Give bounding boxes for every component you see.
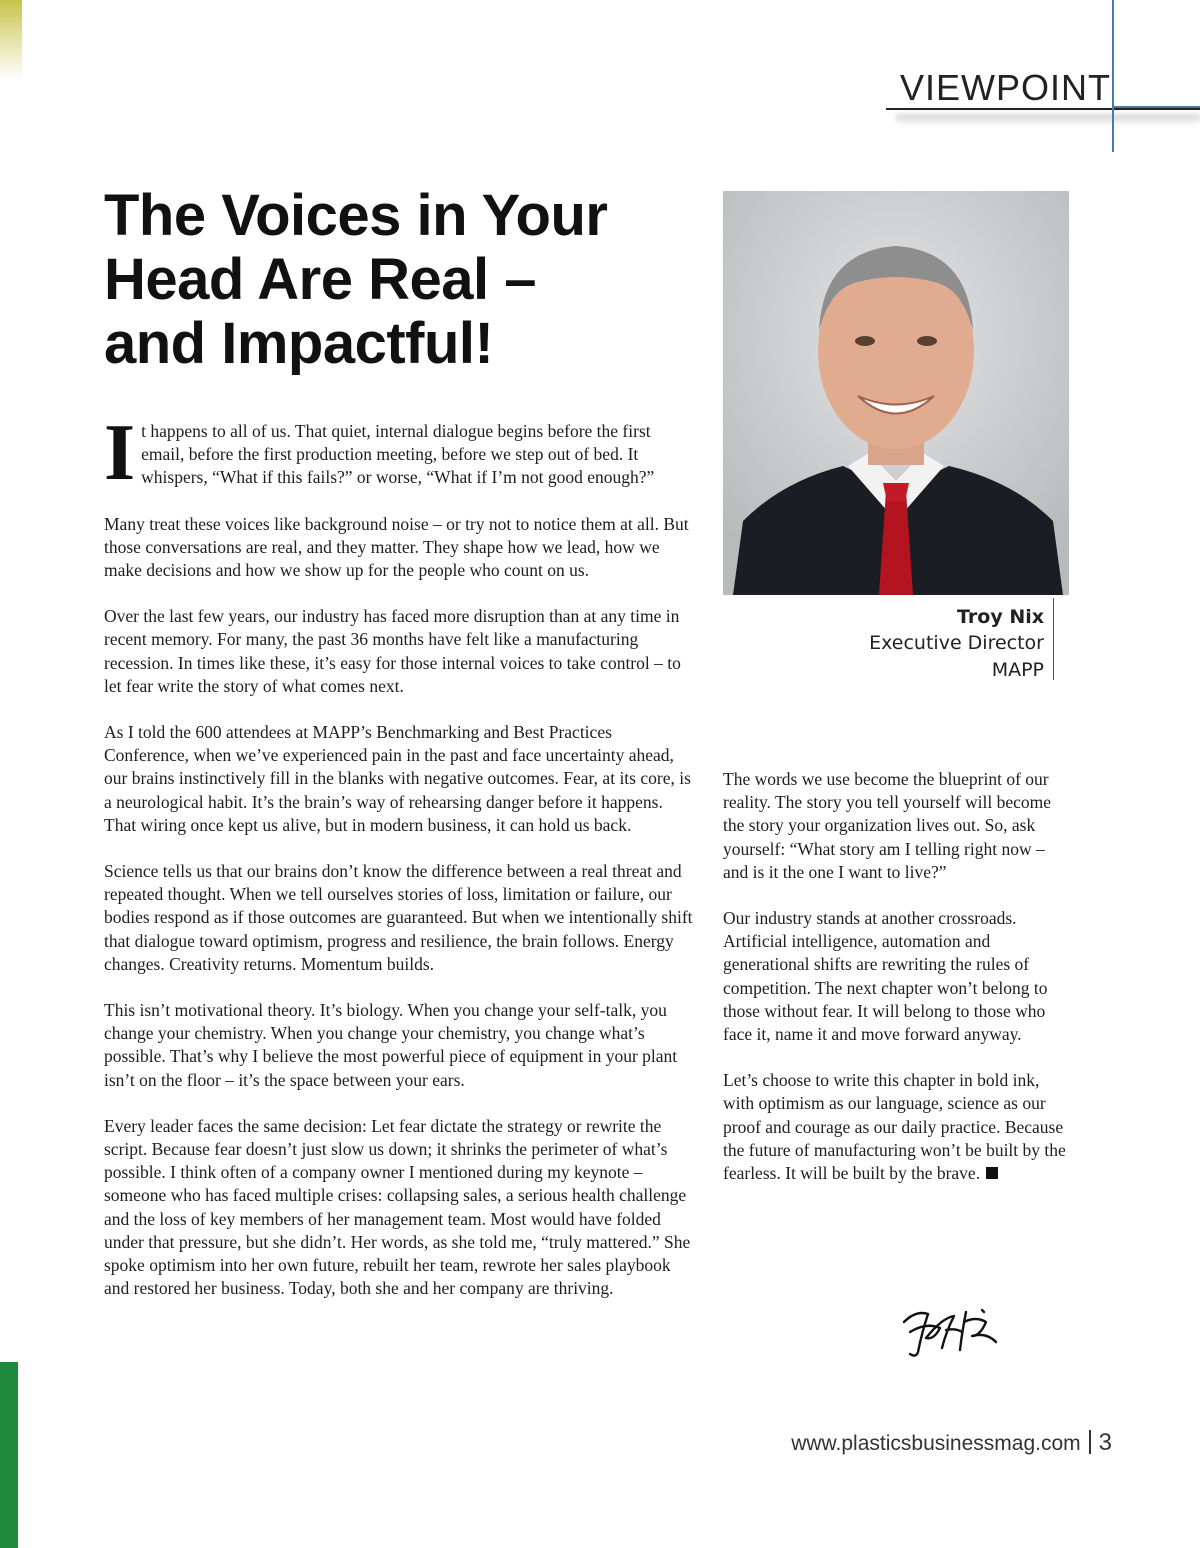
section-tag-underline (886, 108, 1200, 110)
corner-rule-vertical (1112, 0, 1114, 152)
drop-cap: I (104, 409, 136, 497)
section-tag: VIEWPOINT (900, 67, 1112, 108)
decorative-strip-bottom (0, 1362, 18, 1548)
author-name: Troy Nix (957, 606, 1044, 628)
paragraph: It happens to all of us. That quiet, internal dialogue begins before the first email, before the first production meeting, before we step out of bed. It whispers, “What if this fails?” or worse, “What if I’m not good enough?” (104, 409, 655, 497)
paragraph: Many treat these voices like background noise – or try not to notice them at all. But those conversations are real, and they matter. They shape how we lead, how we make decisions and how we show up for the people who count on us. (104, 513, 689, 581)
paragraph: Our industry stands at another crossroads. Artificial intelligence, automation and generational shifts are rewriting the rules of competition. The next chapter won’t belong to those without fear. It will belong to those who face it, name it and move forward anyway. (723, 908, 1048, 1045)
article-title (104, 184, 704, 376)
portrait-illustration (723, 191, 1069, 595)
footer-separator (1089, 1430, 1091, 1454)
paragraph: Every leader faces the same decision: Let fear dictate the strategy or rewrite the script. Because fear doesn’t just slow us down; it shrinks the perimeter of what’s possible. I think often of a company owner I mentioned during my keynote – someone who has faced multiple crises: collapsing sales, a serious health challenge and the loss of key members of her management team. Most would have folded under that pressure, but she didn’t. Her words, as she told me, “truly mattered.” She spoke optimism into her own future, rebuilt her team, rewrote her sales playbook and restored her business. Today, both she and her company are thriving. (104, 1115, 691, 1299)
footer-url[interactable]: www.plasticsbusinessmag.com (791, 1432, 1081, 1455)
article-column-right (723, 768, 1068, 1208)
author-photo (723, 191, 1069, 595)
paragraph: Let’s choose to write this chapter in bold ink, with optimism as our language, science as our proof and courage as our daily practice. Because the future of manufacturing won’t be built by the fearless. It will be built by the brave. (723, 1070, 1066, 1184)
title-line: Head Are Real – (104, 247, 537, 312)
article-column-left (104, 409, 694, 1324)
caption-divider (1053, 598, 1054, 680)
author-caption (840, 604, 1044, 684)
title-line: The Voices in Your (104, 183, 608, 248)
author-signature (896, 1292, 1006, 1364)
author-organization: MAPP (991, 659, 1044, 681)
decorative-strip-top (0, 0, 22, 80)
end-of-article-mark (986, 1167, 998, 1179)
title-line: and Impactful! (104, 311, 494, 376)
page-number: 3 (1098, 1429, 1112, 1456)
author-title: Executive Director (869, 632, 1044, 654)
corner-rule-horizontal (1114, 106, 1200, 108)
page-footer (791, 1428, 1112, 1459)
paragraph: The words we use become the blueprint of our reality. The story you tell yourself will become the story your organization lives out. So, ask yourself: “What story am I telling right now – and is it the one I want to live?” (723, 769, 1052, 882)
paragraph: Over the last few years, our industry has faced more disruption than at any time in recent memory. For many, the past 36 months have felt like a manufacturing recession. In times like these, it’s easy for those internal voices to take control – to let fear write the story of what comes next. (104, 606, 681, 696)
paragraph: This isn’t motivational theory. It’s biology. When you change your self-talk, you change your chemistry. When you change your chemistry, you change what’s possible. That’s why I believe the most powerful piece of equipment in your plant isn’t on the floor – it’s the space between your ears. (104, 1000, 678, 1090)
paragraph: Science tells us that our brains don’t know the difference between a real threat and repeated thought. When we tell ourselves stories of loss, limitation or failure, our bodies respond as if those outcomes are guaranteed. But when we intentionally shift that dialogue toward optimism, progress and resilience, the brain follows. Energy changes. Creativity returns. Momentum builds. (104, 861, 693, 974)
section-tag-shadow (896, 114, 1200, 126)
paragraph: As I told the 600 attendees at MAPP’s Benchmarking and Best Practices Conference, when we’ve experienced pain in the past and face uncertainty ahead, our brains instinctively fill in the blanks with negative outcomes. Fear, at its core, is a neurological habit. It’s the brain’s way of rehearsing danger before it happens. That wiring once kept us alive, but in modern business, it can hold us back. (104, 722, 691, 835)
